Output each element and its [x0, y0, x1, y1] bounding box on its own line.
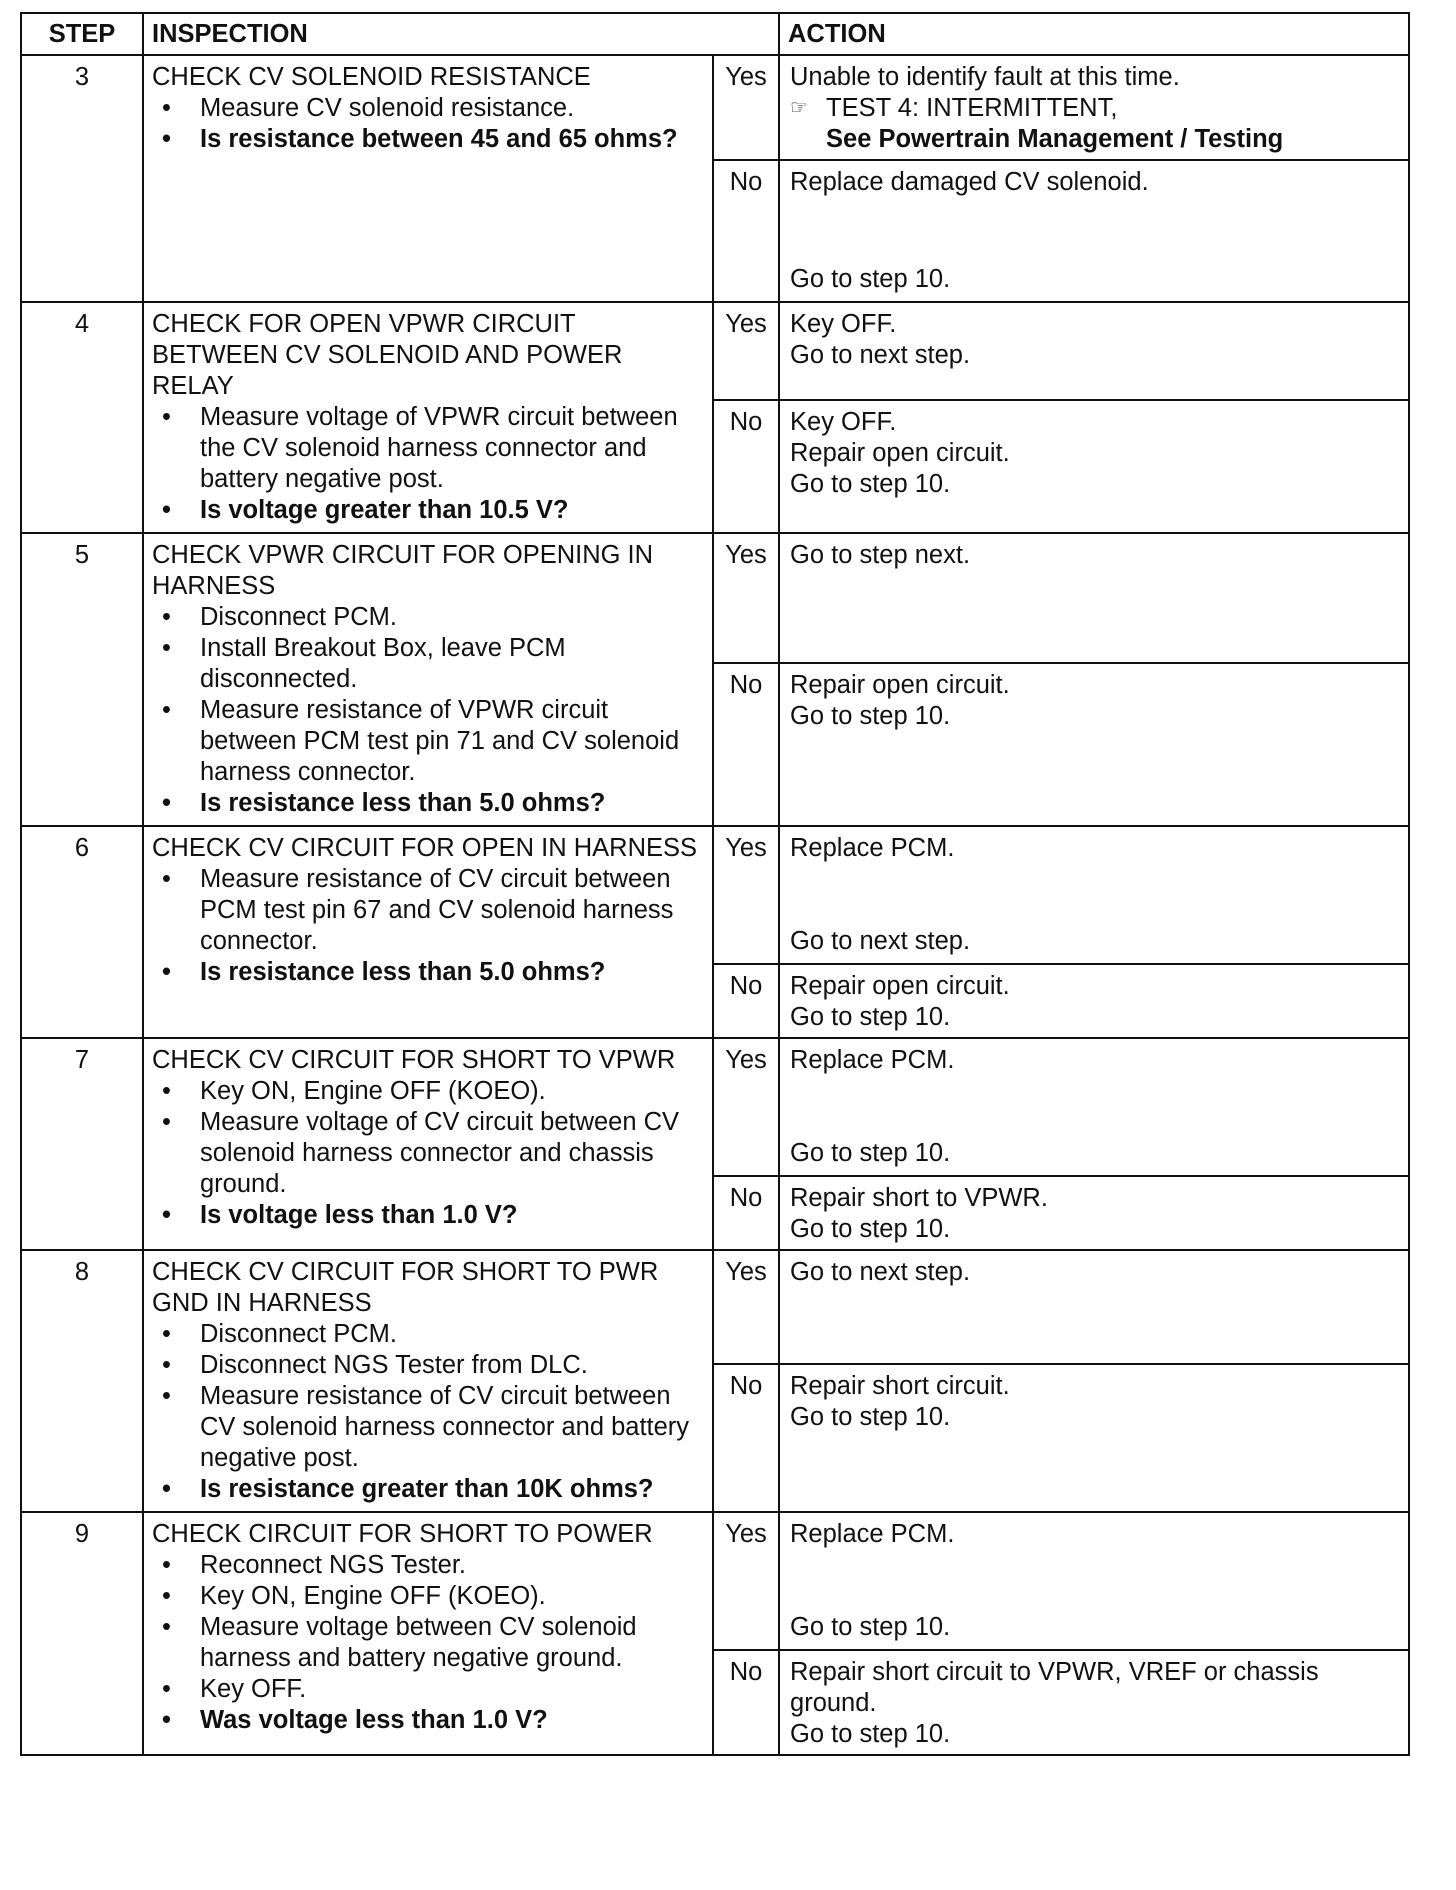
inspection-title: CHECK CV SOLENOID RESISTANCE [152, 63, 591, 91]
action-line: Go to step 10. [790, 1003, 951, 1031]
inspection-step: • Measure CV solenoid resistance. [152, 93, 704, 124]
action-line: Repair open circuit. [790, 972, 1010, 1000]
action-line: Go to next step. [790, 341, 971, 369]
step-number: 4 [21, 302, 143, 533]
reference-text: TEST 4: INTERMITTENT, [826, 94, 1118, 122]
inspection-cell [143, 533, 713, 826]
yes-label: Yes [713, 1512, 779, 1650]
inspection-title: CHECK CV CIRCUIT FOR SHORT TO VPWR [152, 1046, 676, 1074]
action-line: Go to step 10. [790, 1720, 951, 1748]
table-body [21, 55, 1409, 1755]
no-label: No [713, 1176, 779, 1250]
yes-label: Yes [713, 533, 779, 663]
inspection-question: • Is resistance less than 5.0 ohms? [152, 957, 704, 988]
action-line: Repair short to VPWR. [790, 1184, 1048, 1212]
inspection-question: • Is resistance greater than 10K ohms? [152, 1474, 704, 1505]
reference-link[interactable] [790, 93, 1398, 124]
inspection-question: • Is resistance less than 5.0 ohms? [152, 788, 704, 819]
step-number: 8 [21, 1250, 143, 1512]
table-row [21, 533, 1409, 663]
step-number: 9 [21, 1512, 143, 1755]
action-line: Key OFF. [790, 407, 897, 436]
yes-action [779, 826, 1409, 964]
inspection-question: • Is voltage greater than 10.5 V? [152, 495, 704, 526]
diagnostic-table [20, 12, 1410, 1756]
inspection-step: • Disconnect PCM. [152, 1319, 704, 1350]
action-line: Repair short circuit. [790, 1372, 1010, 1401]
inspection-cell [143, 302, 713, 533]
action-line: Go to step 10. [790, 1403, 951, 1432]
no-action [779, 160, 1409, 302]
inspection-title: CHECK CV CIRCUIT FOR OPEN IN HARNESS [152, 834, 698, 862]
inspection-title: CHECK CIRCUIT FOR SHORT TO POWER [152, 1520, 653, 1548]
inspection-steps [152, 1550, 704, 1736]
inspection-step: • Key ON, Engine OFF (KOEO). [152, 1581, 704, 1612]
inspection-cell [143, 826, 713, 1038]
action-line: Go to step 10. [790, 1215, 951, 1243]
action-line: Repair short circuit to VPWR, VREF or chassis ground. [790, 1658, 1319, 1717]
inspection-cell [143, 1512, 713, 1755]
action-line: Go to step 10. [790, 702, 951, 731]
inspection-question: • Is resistance between 45 and 65 ohms? [152, 124, 704, 155]
yes-label: Yes [713, 302, 779, 400]
action-line: Repair open circuit. [790, 438, 1010, 467]
no-action [779, 1176, 1409, 1250]
table-row [21, 1512, 1409, 1650]
no-label: No [713, 663, 779, 826]
inspection-step: • Measure resistance of CV circuit between PCM test pin 67 and CV solenoid harness connector. [152, 864, 704, 957]
inspection-title: CHECK VPWR CIRCUIT FOR OPENING IN HARNESS [152, 541, 654, 600]
inspection-cell [143, 55, 713, 302]
inspection-step: • Disconnect PCM. [152, 602, 704, 633]
action-line: Go to step 10. [790, 469, 951, 498]
inspection-question: • Was voltage less than 1.0 V? [152, 1705, 704, 1736]
action-goto: Go to step 10. [790, 1613, 951, 1641]
table-row [21, 826, 1409, 964]
no-action [779, 1364, 1409, 1512]
yes-action [779, 533, 1409, 663]
yes-action [779, 1512, 1409, 1650]
yes-label: Yes [713, 826, 779, 964]
table-row [21, 1038, 1409, 1176]
action-line: Replace PCM. [790, 1520, 955, 1548]
reference-section[interactable]: See Powertrain Management / Testing [826, 125, 1284, 153]
inspection-steps [152, 864, 704, 988]
action-line: Key OFF. [790, 310, 897, 338]
inspection-title: CHECK FOR OPEN VPWR CIRCUIT BETWEEN CV SOLENOID AND POWER RELAY [152, 310, 623, 400]
inspection-step: • Measure resistance of VPWR circuit between PCM test pin 71 and CV solenoid harness connector. [152, 695, 704, 788]
step-number: 3 [21, 55, 143, 302]
yes-label: Yes [713, 1250, 779, 1364]
inspection-step: • Measure voltage of CV circuit between CV solenoid harness connector and chassis ground. [152, 1107, 704, 1200]
yes-action [779, 1038, 1409, 1176]
action-goto: Go to step 10. [790, 1139, 951, 1167]
no-action [779, 663, 1409, 826]
no-action [779, 400, 1409, 533]
no-label: No [713, 160, 779, 302]
inspection-cell [143, 1038, 713, 1250]
header-step: STEP [21, 13, 143, 55]
inspection-step: • Install Breakout Box, leave PCM disconnected. [152, 633, 704, 695]
action-line: Go to next step. [790, 1258, 971, 1286]
header-row [21, 13, 1409, 55]
no-label: No [713, 400, 779, 533]
yes-label: Yes [713, 55, 779, 160]
no-label: No [713, 1364, 779, 1512]
inspection-cell [143, 1250, 713, 1512]
action-goto: Go to next step. [790, 927, 971, 955]
step-number: 6 [21, 826, 143, 1038]
inspection-steps [152, 1319, 704, 1505]
action-line: Replace damaged CV solenoid. [790, 168, 1149, 196]
no-action [779, 1650, 1409, 1755]
inspection-step: • Measure voltage between CV solenoid harness and battery negative ground. [152, 1612, 704, 1674]
action-goto: Go to step 10. [790, 265, 951, 293]
inspection-question: • Is voltage less than 1.0 V? [152, 1200, 704, 1231]
inspection-step: • Disconnect NGS Tester from DLC. [152, 1350, 704, 1381]
pointing-hand-icon: ☞ [790, 97, 808, 119]
no-label: No [713, 1650, 779, 1755]
inspection-step: • Measure voltage of VPWR circuit between the CV solenoid harness connector and battery negative post. [152, 402, 704, 495]
action-line: Unable to identify fault at this time. [790, 63, 1180, 91]
yes-action [779, 302, 1409, 400]
inspection-steps [152, 602, 704, 819]
inspection-step: • Measure resistance of CV circuit between CV solenoid harness connector and battery negative post. [152, 1381, 704, 1474]
step-number: 7 [21, 1038, 143, 1250]
table-row [21, 302, 1409, 400]
action-line: Go to step next. [790, 541, 971, 569]
action-line: Replace PCM. [790, 1046, 955, 1074]
inspection-steps [152, 1076, 704, 1231]
action-line: Replace PCM. [790, 834, 955, 862]
inspection-step: • Reconnect NGS Tester. [152, 1550, 704, 1581]
table-row [21, 1250, 1409, 1364]
step-number: 5 [21, 533, 143, 826]
table-row [21, 55, 1409, 160]
inspection-step: • Key ON, Engine OFF (KOEO). [152, 1076, 704, 1107]
no-label: No [713, 964, 779, 1038]
inspection-title: CHECK CV CIRCUIT FOR SHORT TO PWR GND IN HARNESS [152, 1258, 659, 1317]
inspection-steps [152, 93, 704, 155]
yes-action [779, 1250, 1409, 1364]
header-action: ACTION [779, 13, 1409, 55]
no-action [779, 964, 1409, 1038]
yes-action [779, 55, 1409, 160]
inspection-step: • Key OFF. [152, 1674, 704, 1705]
action-line: Repair open circuit. [790, 671, 1010, 700]
inspection-steps [152, 402, 704, 526]
header-inspection: INSPECTION [143, 13, 779, 55]
yes-label: Yes [713, 1038, 779, 1176]
